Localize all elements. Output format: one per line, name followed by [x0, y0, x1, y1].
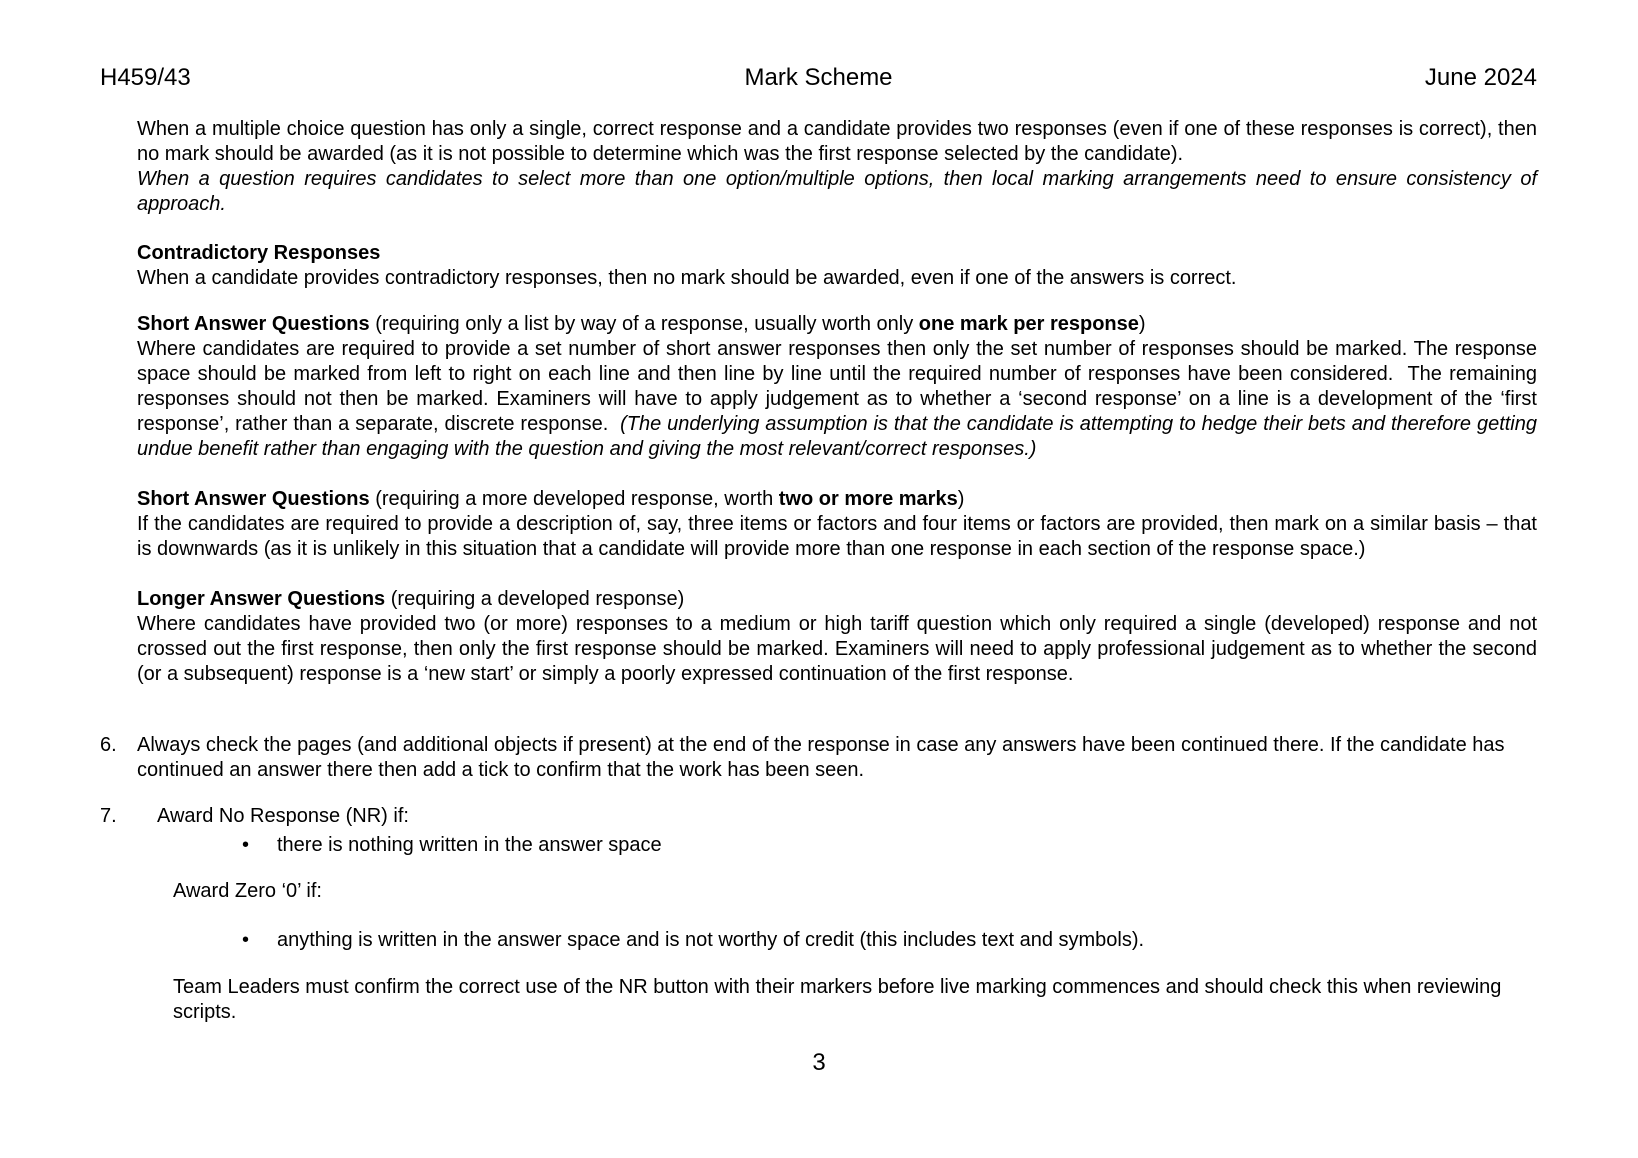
- page-number: 3: [812, 1049, 826, 1076]
- short-answer-developed-body: If the candidates are required to provide a description of, say, three items or factors and four items or factors are provided, then mark on a similar basis – that is downwards (as it is unlikely in this situation that a candidate will provide more than one response in each section of the response space.): [137, 513, 1537, 560]
- bullet-text-anything-written: anything is written in the answer space and is not worthy of credit (this includes text and symbols).: [277, 929, 1145, 951]
- item-6-number: 6.: [100, 734, 117, 756]
- short-answer-list-section: [137, 312, 1537, 462]
- longer-answer-heading: Longer Answer Questions (requiring a developed response): [137, 588, 685, 610]
- contradictory-section: [137, 241, 1537, 291]
- item-7-text: Award No Response (NR) if:: [157, 805, 409, 827]
- item-7-number: 7.: [100, 805, 117, 827]
- short-answer-list-heading: Short Answer Questions (requiring only a list by way of a response, usually worth only one mark per response): [137, 313, 1146, 335]
- longer-answer-body: Where candidates have provided two (or more) responses to a medium or high tariff question which only required a single (developed) response and not crossed out the first response, then only the first response should be marked. Examiners will need to apply professional judgement as to whether the second (or a subsequent) response is a ‘new start’ or simply a poorly expressed continuation of the first response.: [137, 613, 1537, 685]
- bullet-icon: •: [242, 929, 250, 951]
- item-6-text: Always check the pages (and additional objects if present) at the end of the response in case any answers have been continued there. If the candidate has continued an answer there then add a tick to confirm that the work has been seen.: [137, 734, 1505, 781]
- doc-code: H459/43: [100, 64, 191, 91]
- bullet-item-nothing-written: [242, 833, 1537, 858]
- page-header: [100, 64, 1537, 92]
- doc-date: June 2024: [1424, 64, 1538, 91]
- mcq-paragraph: [137, 117, 1537, 217]
- short-answer-developed-section: [137, 487, 1537, 562]
- doc-title: Mark Scheme: [744, 64, 893, 91]
- award-zero-line: Award Zero ‘0’ if:: [173, 880, 322, 902]
- mcq-paragraph-normal: When a multiple choice question has only a single, correct response and a candidate provides two responses (even if one of these responses is correct), then no mark should be awarded (as it is not possible to determine which was the first response selected by the candidate).: [137, 118, 1537, 165]
- team-leaders-paragraph: Team Leaders must confirm the correct use of the NR button with their markers before live marking commences and should check this when reviewing scripts.: [173, 976, 1502, 1023]
- bullet-icon: •: [242, 834, 250, 856]
- short-answer-list-body: Where candidates are required to provide a set number of short answer responses then only the set number of responses should be marked. The response space should be marked from left to right on each line and then line by line until the required number of responses have been considered. The remaining responses should not then be marked. Examiners will have to apply judgement as to whether a ‘second response’ on a line is a development of the ‘first response’, rather than a separate, discrete response. (The underlying assumption is that the candidate is attempting to hedge their bets and therefore getting undue benefit rather than engaging with the question and giving the most relevant/correct responses.): [137, 338, 1537, 460]
- bullet-item-anything-written: [242, 928, 1537, 953]
- mcq-paragraph-italic: When a question requires candidates to select more than one option/multiple options, then local marking arrangements need to ensure consistency of approach.: [137, 168, 1537, 215]
- numbered-item-7: [100, 804, 1537, 829]
- document-content: [100, 117, 1537, 1025]
- contradictory-heading: Contradictory Responses: [137, 242, 381, 264]
- short-answer-developed-heading: Short Answer Questions (requiring a more developed response, worth two or more marks): [137, 488, 965, 510]
- contradictory-body: When a candidate provides contradictory responses, then no mark should be awarded, even if one of the answers is correct.: [137, 267, 1237, 289]
- numbered-item-6: [100, 733, 1537, 783]
- bullet-text-nothing-written: there is nothing written in the answer space: [277, 834, 662, 856]
- longer-answer-section: [137, 587, 1537, 687]
